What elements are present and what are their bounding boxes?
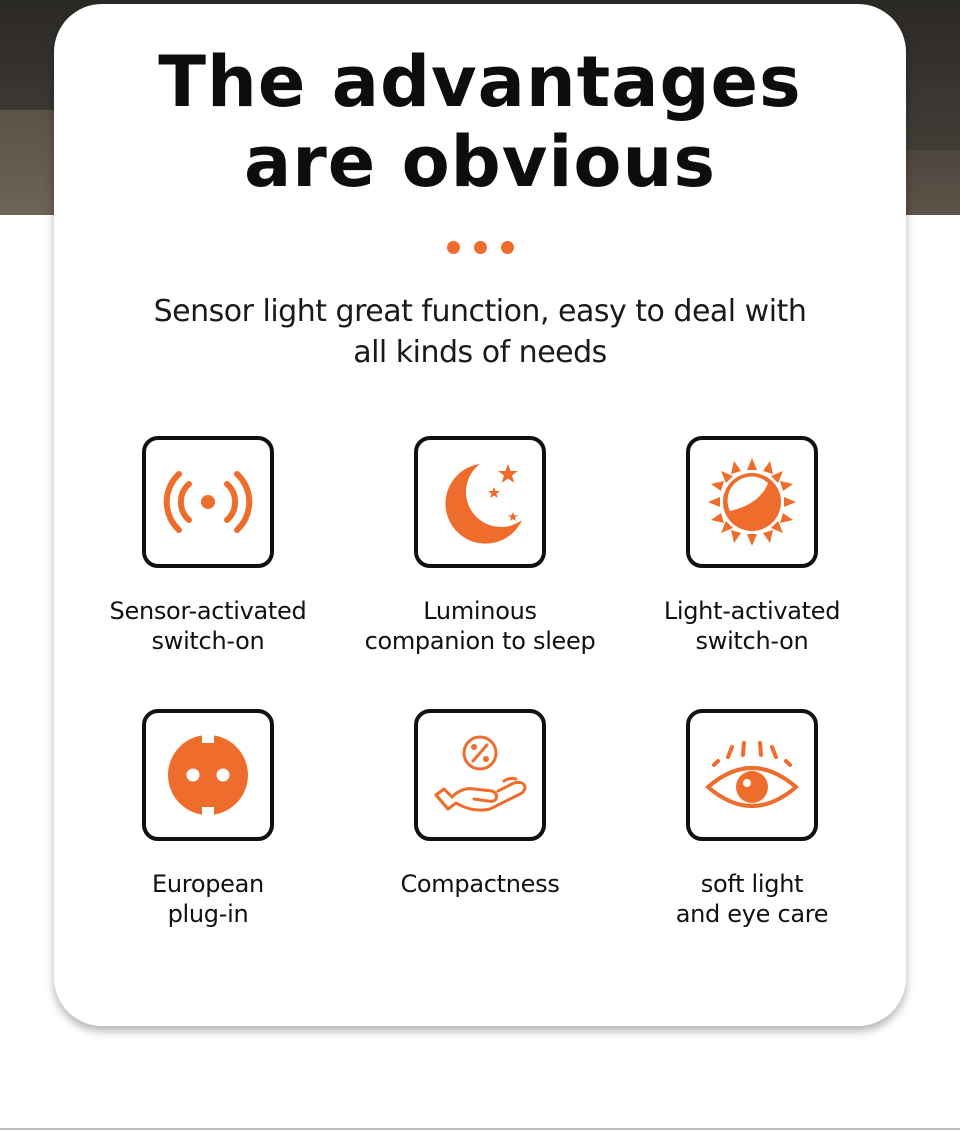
decorative-dots [54, 241, 906, 254]
hand-percent-icon [414, 709, 546, 841]
moon-stars-icon [414, 436, 546, 568]
feature-label: Sensor-activated switch-on [109, 597, 307, 655]
bottom-divider [0, 1128, 960, 1130]
subtitle-line-1: Sensor light great function, easy to deal with [153, 294, 807, 329]
feature-label: Light-activated switch-on [663, 597, 841, 655]
advantages-card [54, 4, 906, 1026]
european-plug-icon [142, 709, 274, 841]
subtitle [144, 291, 816, 373]
feature-label: soft light and eye care [675, 870, 829, 928]
page-title [54, 42, 906, 202]
dot [474, 241, 487, 254]
feature-label: European plug-in [152, 870, 264, 928]
dot [501, 241, 514, 254]
dot [447, 241, 460, 254]
feature-label: Luminous companion to sleep [364, 597, 596, 655]
sun-icon [686, 436, 818, 568]
subtitle-line-2: all kinds of needs [353, 335, 607, 370]
feature-label: Compactness [400, 870, 560, 898]
title-line-1: The advantages [158, 41, 802, 123]
title-line-2: are obvious [243, 121, 716, 203]
sensor-waves-icon [142, 436, 274, 568]
eye-icon [686, 709, 818, 841]
background-light-left [0, 110, 60, 215]
background-light-right [900, 150, 960, 215]
